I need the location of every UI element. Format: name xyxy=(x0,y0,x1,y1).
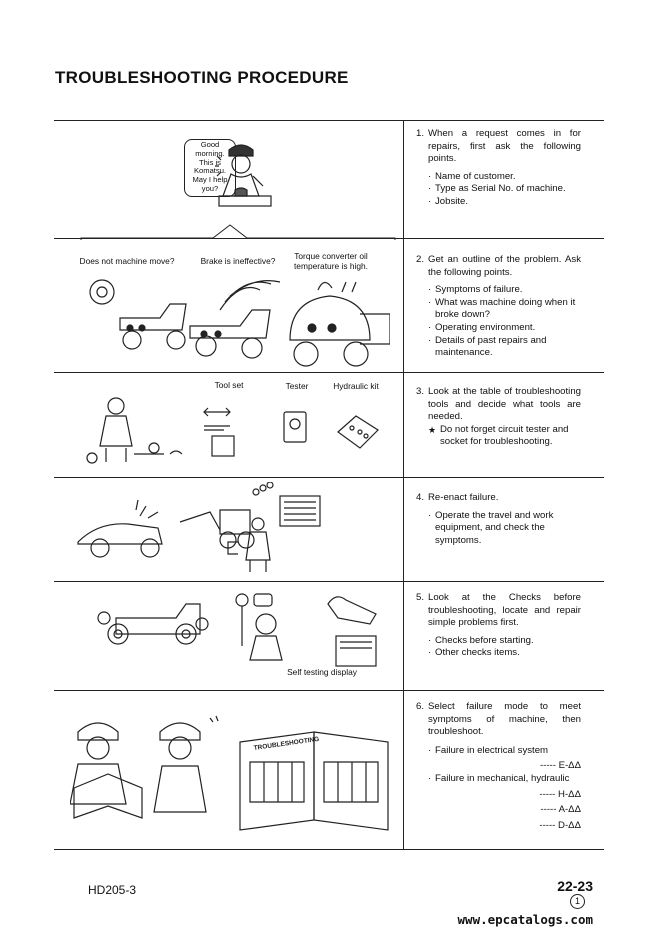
row-divider-3 xyxy=(54,477,604,478)
step-2: 2. Get an outline of the problem. Ask the following points. · Symptoms of failure. · What was machine doing when it broke down? · Operating environment. · Details of past repairs and maintenance. xyxy=(416,254,581,360)
step-1: 1. When a request comes in for repairs, first ask the following points. · Name of customer. · Type as Serial No. of machine. · Jobsite. xyxy=(416,128,581,209)
step-6: 6. Select failure mode to meet symptoms of machine, then troubleshoot. · Failure in electrical system ----- E-ΔΔ · Failure in mechanical, hydraulic ----- H-ΔΔ ----- A-ΔΔ ----- D-ΔΔ xyxy=(416,701,581,832)
step-3: 3. Look at the table of troubleshooting tools and decide what tools are needed. ★ Do not forget circuit tester and socket for troubleshooting. xyxy=(416,386,581,449)
reenact-failure-illustration xyxy=(70,482,400,578)
caption-hydraulic-kit: Hydraulic kit xyxy=(333,381,379,391)
book-label: TROUBLESHOOTING xyxy=(253,735,320,752)
row-divider-5 xyxy=(54,690,604,691)
row-divider-2 xyxy=(54,372,604,373)
watermark-url: www.epcatalogs.com xyxy=(457,912,593,927)
caption-tester: Tester xyxy=(285,381,309,391)
row-divider-4 xyxy=(54,581,604,582)
checks-illustration xyxy=(96,588,396,668)
caption-machine-move: Does not machine move? xyxy=(79,256,175,266)
outline-bracket xyxy=(80,222,400,242)
page-title: TROUBLESHOOTING PROCEDURE xyxy=(55,68,349,87)
column-divider xyxy=(403,120,404,850)
greeting-speech-bubble: Good morning. This is Komatsu. May I help you? xyxy=(184,139,236,197)
revision-mark: 1 xyxy=(570,894,585,909)
table-bottom-border xyxy=(54,849,604,850)
tools-illustration xyxy=(84,392,384,468)
select-failure-mode-illustration xyxy=(70,712,400,840)
page-number: 22-23 xyxy=(557,878,593,894)
table-top-border xyxy=(54,120,604,121)
model-number: HD205-3 xyxy=(88,883,137,897)
caption-torque-converter: Torque converter oil temperature is high. xyxy=(293,251,369,271)
dump-trucks-illustration xyxy=(80,270,390,370)
caption-self-testing-display: Self testing display xyxy=(287,667,357,677)
caption-brake: Brake is ineffective? xyxy=(200,256,276,266)
step-4: 4. Re-enact failure. · Operate the travel and work equipment, and check the symptoms. xyxy=(416,492,581,547)
caption-tool-set: Tool set xyxy=(214,380,244,390)
step-5: 5. Look at the Checks before troubleshooting, locate and repair simple problems first. · Checks before starting. · Other checks items. xyxy=(416,592,581,660)
phone-operator-illustration xyxy=(215,140,275,212)
